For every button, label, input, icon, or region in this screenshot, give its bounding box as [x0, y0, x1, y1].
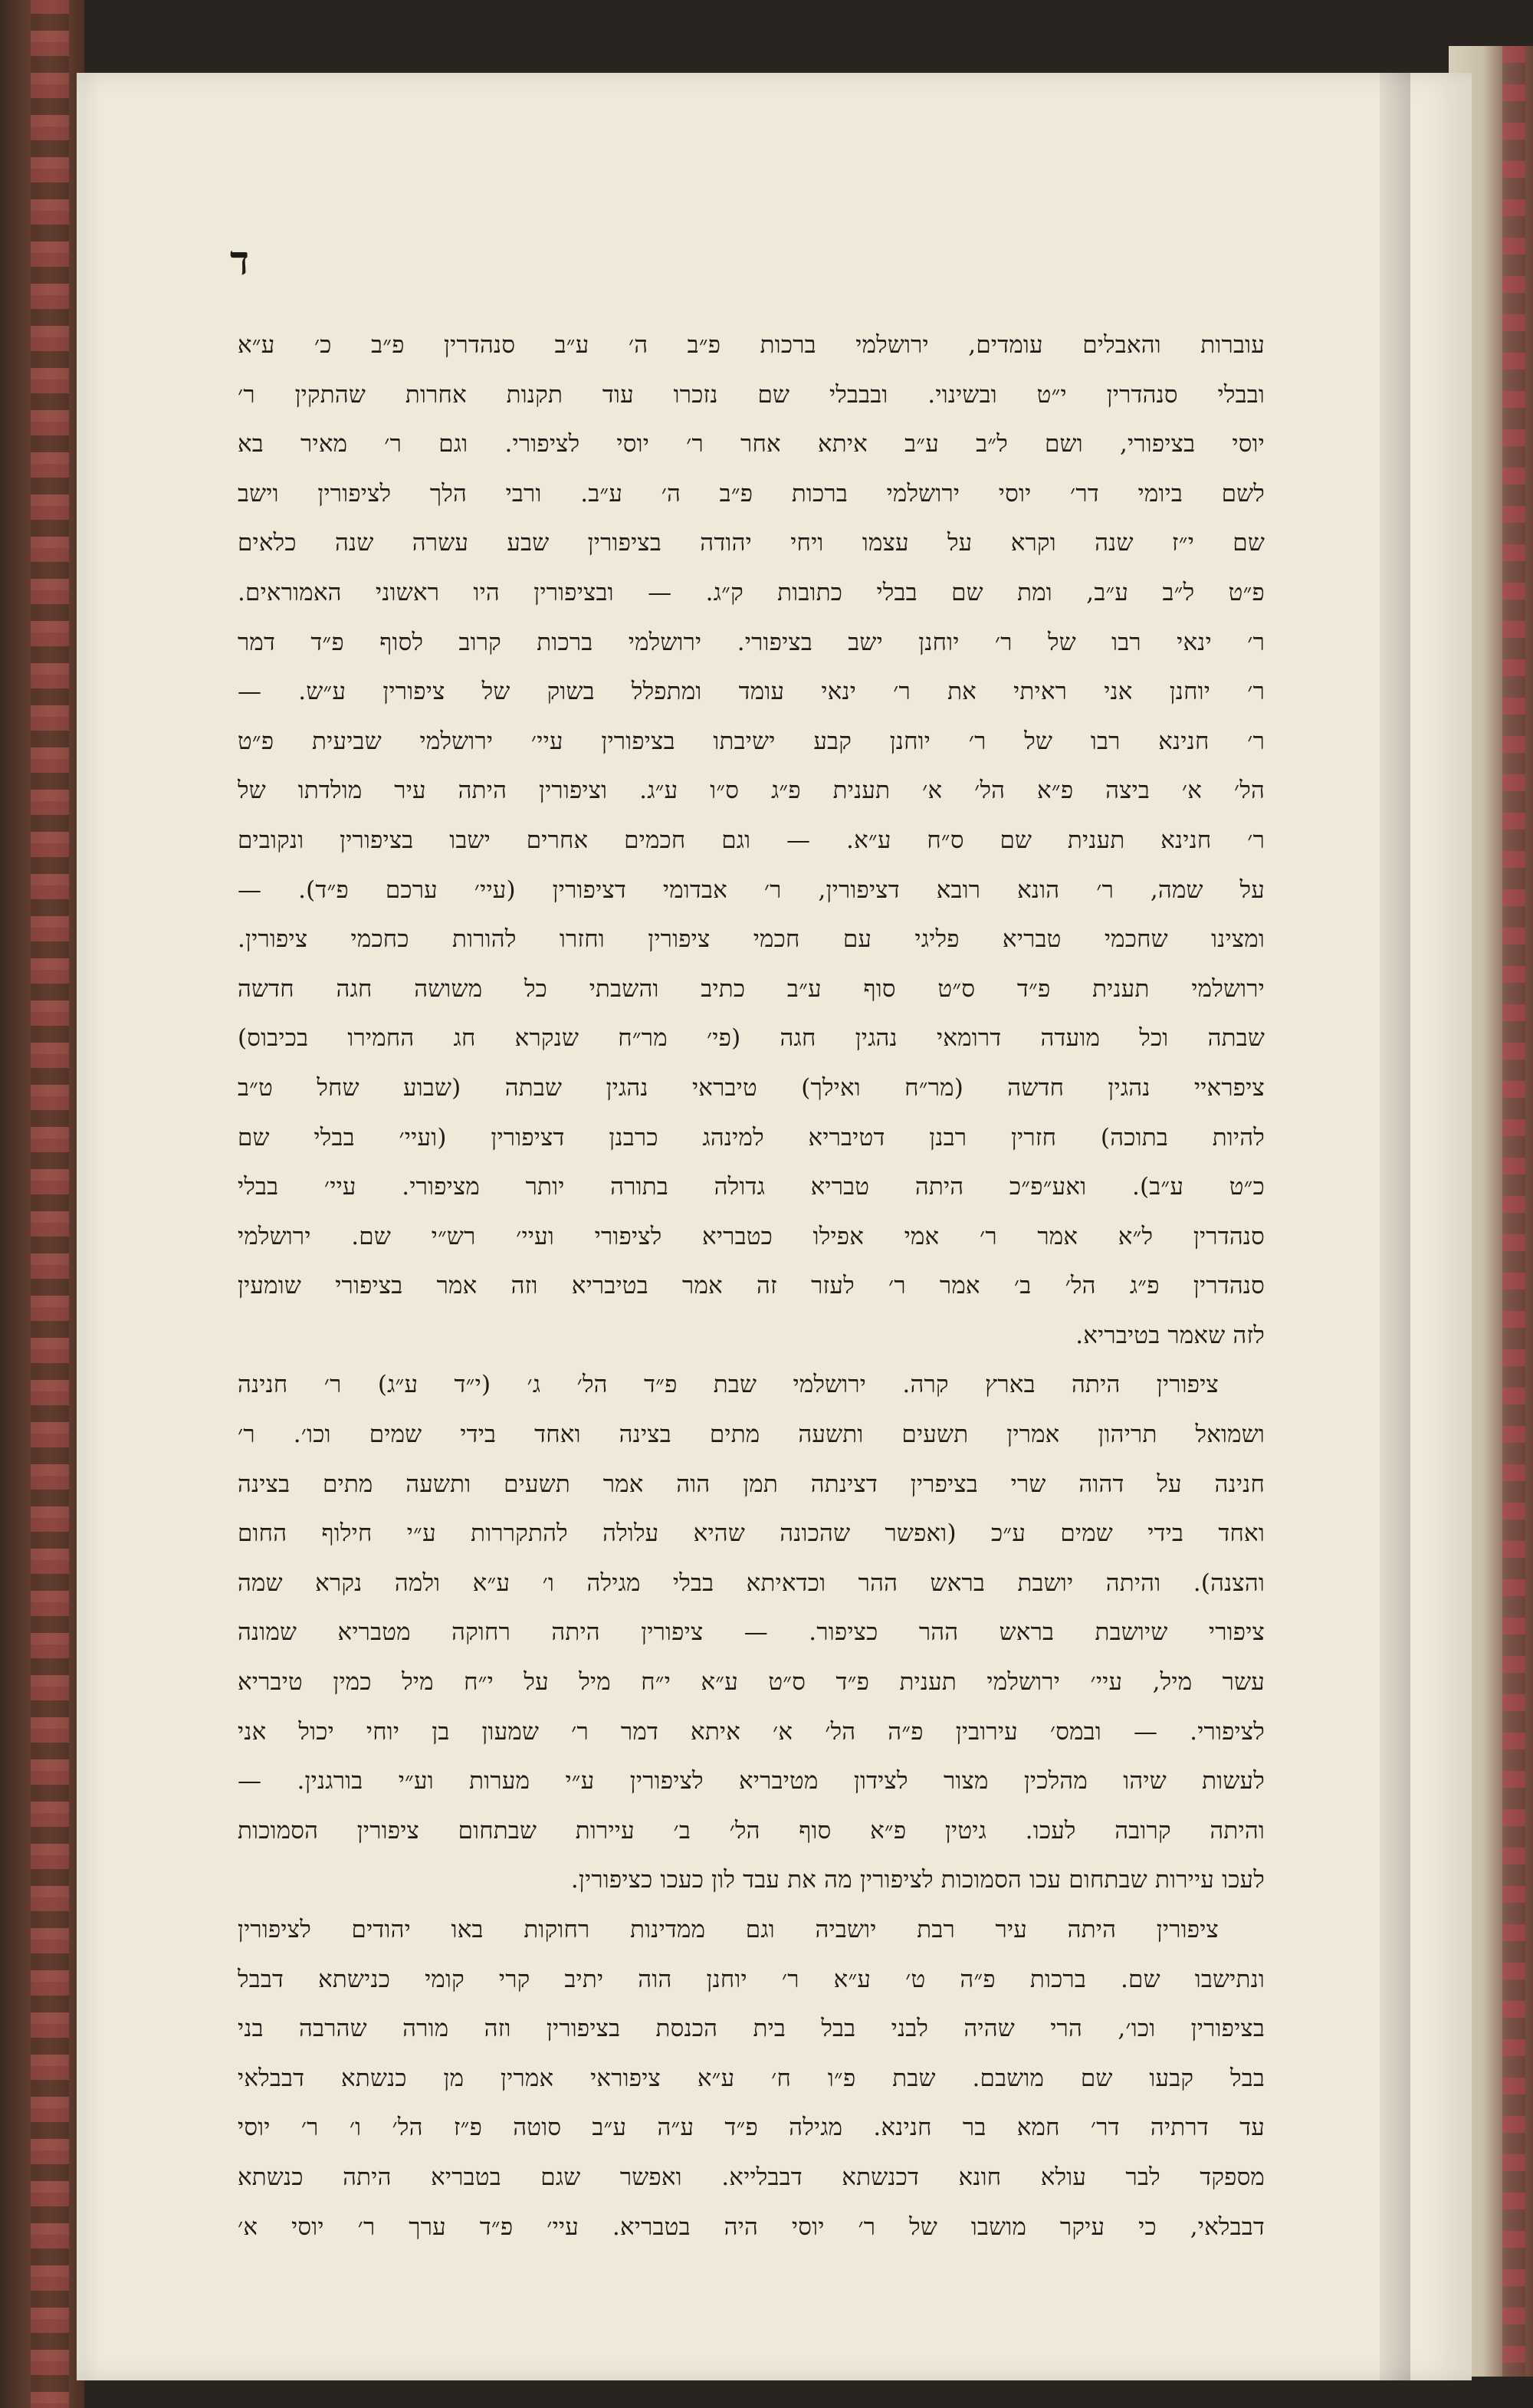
text-line: ציפורי שיושבת בראש ההר כציפור. — ציפורין היתה רחוקה מטבריא שמונה	[238, 1618, 1265, 1647]
text-line: שבתה וכל מועדה דרומאי נהגין חגה (פי׳ מר״ח שנקרא חג החמירו בכיבוס)	[238, 1024, 1265, 1053]
page-gutter-shadow	[1380, 73, 1410, 2380]
text-line: יוסי בציפורי, ושם ל״ב ע״ב איתא אחר ר׳ יוסי לציפורי. וגם ר׳ מאיר בא	[238, 430, 1265, 458]
text-line: והצנה). והיתה יושבת בראש ההר וכדאיתא בבלי מגילה ו׳ ע״א ולמה נקרא שמה	[238, 1569, 1265, 1597]
text-line: לזה שאמר בטיבריא.	[1075, 1321, 1265, 1349]
text-line: לשם ביומי דר׳ יוסי ירושלמי ברכות פ״ב ה׳ ע״ב. ורבי הלך לציפורין וישב	[238, 479, 1265, 508]
text-line: סנהדרין פ״ג הל׳ ב׳ אמר ר׳ לעזר זה אמר בטיבריא וזה אמר בציפורי שומעין	[238, 1272, 1265, 1300]
text-line: כ״ט ע״ב). ואע״פ״כ היתה טבריא גדולה בתורה יותר מציפורי. עיי׳ בבלי	[238, 1173, 1265, 1201]
text-line: דבבלאי, כי עיקר מושבו של ר׳ יוסי היה בטבריא. עיי׳ פ״ד ערך ר׳ יוסי א׳	[238, 2213, 1265, 2241]
text-line: ושמואל תריהון אמרין תשעים ותשעה מתים בצינה ואחד בידי שמים וכו׳. ר׳	[238, 1421, 1265, 1449]
text-line: הל׳ א׳ ביצה פ״א הל׳ א׳ תענית פ״ג ס״ו ע״ג. וציפורין היתה עיר מולדתו של	[238, 777, 1265, 805]
text-line: והיתה קרובה לעכו. גיטין פ״א סוף הל׳ ב׳ עיירות שבתחום ציפורין הסמוכות	[238, 1816, 1265, 1845]
text-line: לעשות שיהו מהלכין מצור לצידון מטיבריא לציפורין ע״י מערות וע״י בורגנין. —	[238, 1767, 1265, 1795]
text-line: שם י״ז שנה וקרא על עצמו ויחי יהודה בציפורין שבע עשרה שנה כלאים	[238, 529, 1265, 557]
text-line: ונתישבו שם. ברכות פ״ה ט׳ ע״א ר׳ יוחנן הוה יתיב קרי קומי כנישתא דבבל	[238, 1965, 1265, 1993]
text-line: ומצינו שחכמי טבריא פליגי עם חכמי ציפורין וחזרו להורות כחכמי ציפורין.	[238, 925, 1265, 954]
text-line: עד דרתיה דר׳ חמא בר חנינא. מגילה פ״ד ע״ה ע״ב סוטה פ״ז הל׳ ו׳ ר׳ יוסי	[238, 2114, 1265, 2142]
text-line: חנינה על דהוה שרי בציפרין דצינתה תמן הוה אמר תשעים ותשעה מתים בצינה	[238, 1470, 1265, 1498]
text-line: ר׳ חנינא תענית שם ס״ח ע״א. — וגם חכמים אחרים ישבו בציפורין ונקובים	[238, 826, 1265, 854]
text-line: ציפראיי נהגין חדשה (מר״ח ואילך) טיבראי נהגין שבתה (שבוע שחל ט״ב	[238, 1073, 1265, 1102]
text-line: לציפורי. — ובמס׳ עירובין פ״ה הל׳ א׳ איתא דמר ר׳ שמעון בן יוחי יכול אני	[238, 1717, 1265, 1746]
text-line: מספקד לבר עולא חונא דכנשתא דבבלייא. ואפשר שגם בטבריא היתה כנשתא	[238, 2163, 1265, 2191]
text-line: על שמה, ר׳ הונא רובא דציפורין, ר׳ אבדומי דציפורין (עיי׳ ערכם פ״ד). —	[238, 875, 1265, 904]
text-line: להיות בתוכה) חזרין רבנן דטיבריא למינהג כרבנן דציפורין (ועיי׳ בבלי שם	[238, 1123, 1265, 1151]
text-line: ר׳ חנינא רבו של ר׳ יוחנן קבע ישיבתו בציפורין עיי׳ ירושלמי שביעית פ״ט	[238, 727, 1265, 755]
text-line: לעכו עיירות שבתחום עכו הסמוכות לציפורין מה את עבד לון כעכו כציפורין.	[570, 1866, 1265, 1894]
text-line: עוברות והאבלים עומדים, ירושלמי ברכות פ״ב ה׳ ע״ב סנהדרין פ״ב כ׳ ע״א	[238, 331, 1265, 359]
text-line: סנהדרין ל״א אמר ר׳ אמי אפילו כטבריא לציפורי ועיי׳ רש״י שם. ירושלמי	[238, 1222, 1265, 1250]
page-number: ד	[230, 238, 250, 284]
text-line: ירושלמי תענית פ״ד ס״ט סוף ע״ב כתיב והשבתי כל משושה חגה חדשה	[238, 974, 1265, 1003]
text-line: ובבלי סנהדרין י״ט ובשינוי. ובבבלי שם נזכרו עוד תקנות אחרות שהתקין ר׳	[238, 380, 1265, 409]
text-line: בציפורין וכו׳, הרי שהיה לבני בבל בית הכנסת בציפורין וזה מורה שהרבה בני	[238, 2015, 1265, 2043]
text-line: ואחד בידי שמים ע״כ (ואפשר שהכונה שהיא עלולה להתקררות ע״י חילוף החום	[238, 1519, 1265, 1548]
body-text	[238, 320, 1265, 2252]
text-line: ציפורין היתה בארץ קרה. ירושלמי שבת פ״ד הל׳ ג׳ (י״ד ע״ג) ר׳ חנינה	[238, 1371, 1219, 1399]
text-line: ר׳ יוחנן אני ראיתי את ר׳ ינאי עומד ומתפלל בשוק של ציפורין ע״ש. —	[238, 678, 1265, 706]
text-line: ר׳ ינאי רבו של ר׳ יוחנן ישב בציפורי. ירושלמי ברכות קרוב לסוף פ״ד דמר	[238, 628, 1265, 656]
text-line: ציפורין היתה עיר רבת יושביה וגם ממדינות רחוקות באו יהודים לציפורין	[238, 1916, 1219, 1943]
text-line: עשר מיל, עיי׳ ירושלמי תענית פ״ד ס״ט ע״א י״ח מיל על י״ח מיל כמין טיבריא	[238, 1668, 1265, 1697]
text-line: פ״ט ל״ב ע״ב, ומת שם בבלי כתובות ק״ג. — ובציפורין היו ראשוני האמוראים.	[238, 578, 1265, 606]
text-line: בבל קבעו שם מושבם. שבת פ״ו ח׳ ע״א ציפוראי אמרין מן כנשתא דבבלאי	[238, 2064, 1265, 2092]
book-cover-left-edge	[0, 0, 84, 2408]
